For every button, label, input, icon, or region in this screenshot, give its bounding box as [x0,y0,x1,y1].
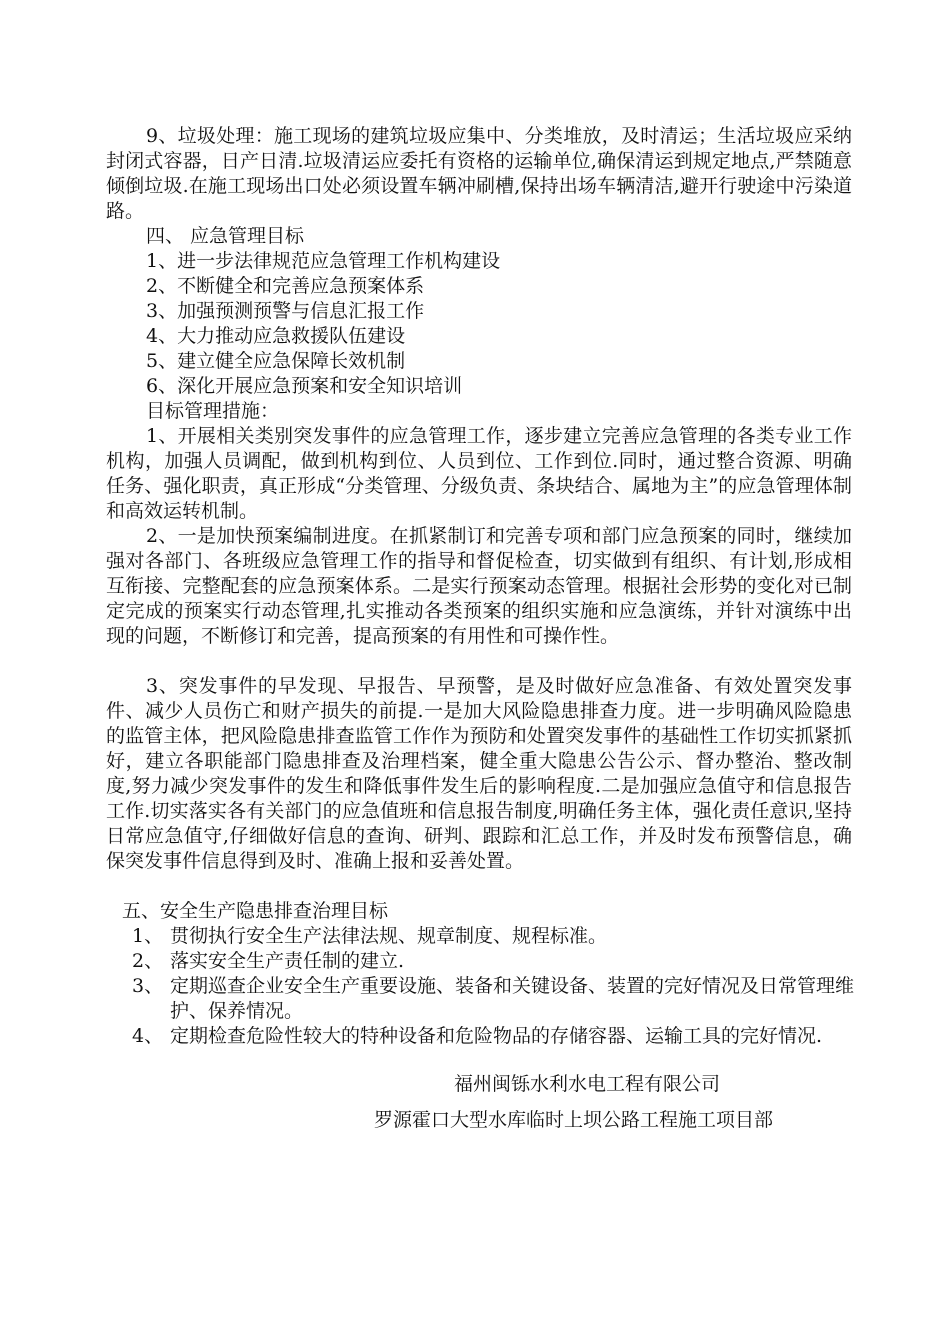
signature-company: 福州闽铄水利水电工程有限公司 [454,1073,721,1095]
section5-item-number: 2、 [132,950,164,972]
measure-paragraph-2: 2、一是加快预案编制进度。在抓紧制订和完善专项和部门应急预案的同时，继续加强对各部门、各班级应急管理工作的指导和督促检查，切实做到有组织、有计划,形成相互衔接、完整配套的应急预案体系。二是实行预案动态管理。根据社会形势的变化对已制定完成的预案实行动态管理,扎实推动各类预案的组织实施和应急演练，并针对演练中出现的问题，不断修订和完善，提高预案的有用性和可操作性。 [106,525,852,647]
section5-item-text: 定期巡查企业安全生产重要设施、装备和关键设备、装置的完好情况及日常管理维护、保养情况。 [170,975,855,1022]
goal-item: 5、建立健全应急保障长效机制 [146,350,406,372]
goal-item: 3、加强预测预警与信息汇报工作 [146,300,425,322]
section5-item-number: 3、 [132,975,164,997]
signature-project-dept: 罗源霍口大型水库临时上坝公路工程施工项目部 [374,1109,774,1131]
section5-item-text: 落实安全生产责任制的建立. [170,950,405,972]
section5-item-number: 1、 [132,925,164,947]
measures-heading: 目标管理措施： [146,400,280,422]
measure-paragraph-1: 1、开展相关类别突发事件的应急管理工作，逐步建立完善应急管理的各类专业工作机构，加强人员调配，做到机构到位、人员到位、工作到位.同时，通过整合资源、明确任务、强化职责，真正形成“分类管理、分级负责、条块结合、属地为主”的应急管理体制和高效运转机制。 [106,425,852,522]
section4-heading: 四、 应急管理目标 [146,225,305,247]
goal-item: 1、进一步法律规范应急管理工作机构建设 [146,250,501,272]
goal-item: 2、不断健全和完善应急预案体系 [146,275,425,297]
section5-item-text: 定期检查危险性较大的特种设备和危险物品的存储容器、运输工具的完好情况. [170,1025,823,1047]
section5-item-text: 贯彻执行安全生产法律法规、规章制度、规程标准。 [170,925,608,947]
paragraph-waste-disposal: 9、垃圾处理：施工现场的建筑垃圾应集中、分类堆放，及时清运；生活垃圾应采纳封闭式容器，日产日清.垃圾清运应委托有资格的运输单位,确保清运到规定地点,严禁随意倾倒垃圾.在施工现场出口处必须设置车辆冲刷槽,保持出场车辆清洁,避开行驶途中污染道路。 [106,125,852,222]
measure-paragraph-3: 3、突发事件的早发现、早报告、早预警，是及时做好应急准备、有效处置突发事件、减少人员伤亡和财产损失的前提.一是加大风险隐患排查力度。进一步明确风险隐患的监管主体，把风险隐患排查监管工作作为预防和处置突发事件的基础性工作切实抓紧抓好，建立各职能部门隐患排查及治理档案，健全重大隐患公告公示、督办整治、整改制度,努力减少突发事件的发生和降低事件发生后的影响程度.二是加强应急值守和信息报告工作.切实落实各有关部门的应急值班和信息报告制度,明确任务主体，强化责任意识,坚持日常应急值守,仔细做好信息的查询、研判、跟踪和汇总工作，并及时发布预警信息，确保突发事件信息得到及时、准确上报和妥善处置。 [106,675,852,872]
section5-heading: 五、安全生产隐患排查治理目标 [122,900,389,922]
goal-item: 4、大力推动应急救援队伍建设 [146,325,406,347]
goal-item: 6、深化开展应急预案和安全知识培训 [146,375,463,397]
section5-item-number: 4、 [132,1025,164,1047]
